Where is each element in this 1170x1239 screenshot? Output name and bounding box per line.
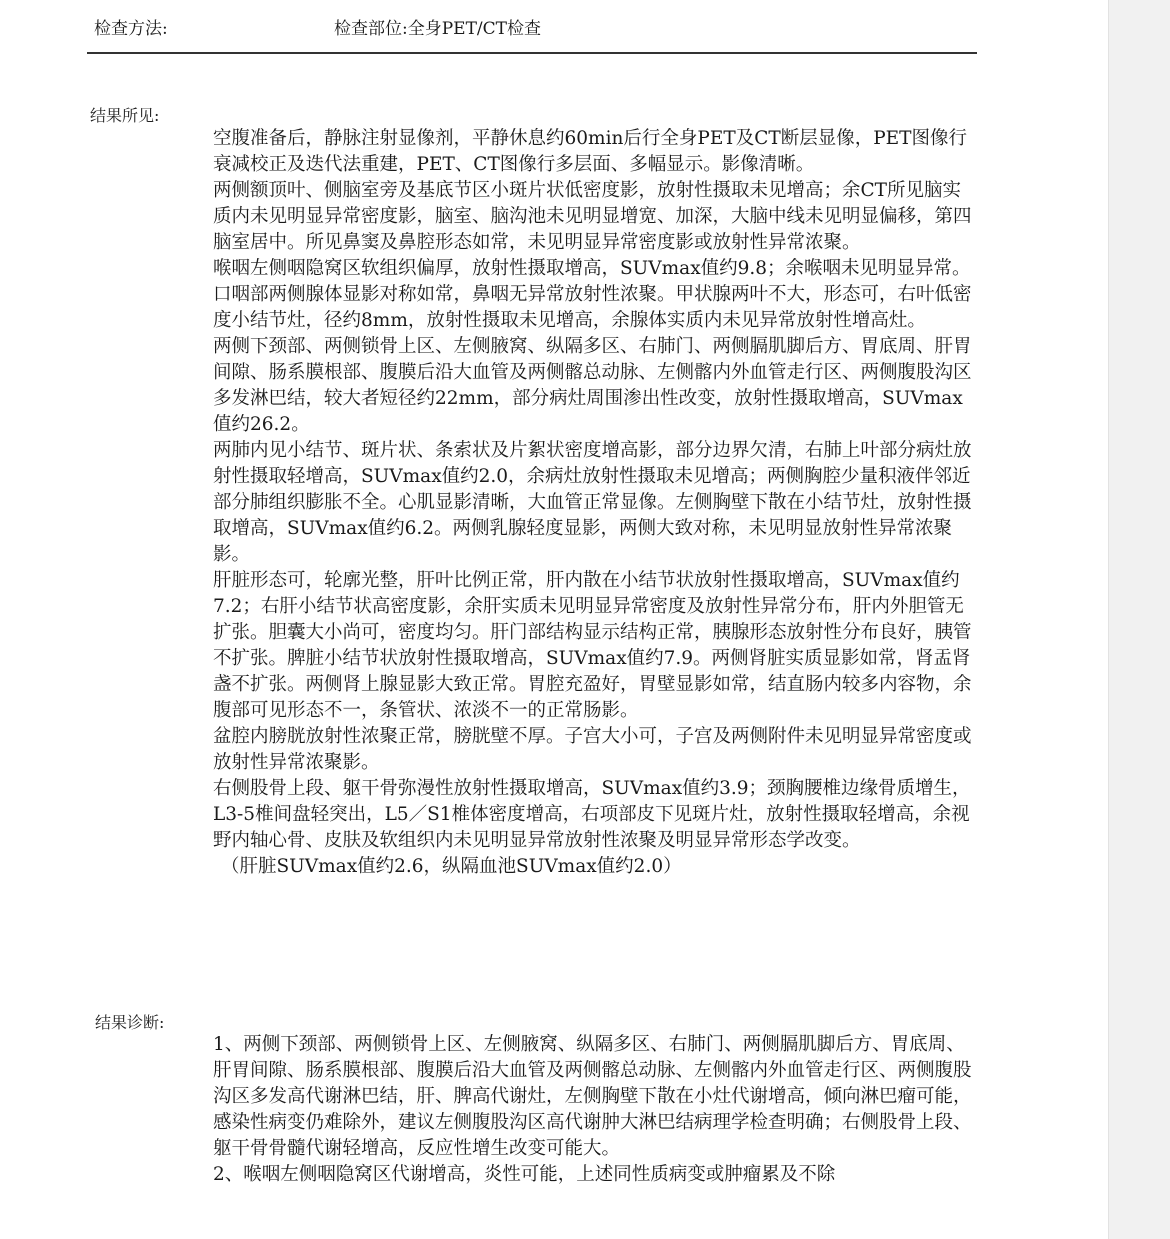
exam-site-label: 检查部位:全身PET/CT检查 [334, 19, 541, 39]
findings-paragraph-neck: 喉咽左侧咽隐窝区软组织偏厚，放射性摄取增高，SUVmax值约9.8；余喉咽未见明显异常。口咽部两侧腺体显影对称如常，鼻咽无异常放射性浓聚。甲状腺两叶不大，形态可，右叶低密度小结节灶，径约8mm，放射性摄取未见增高，余腺体实质内未见异常放射性增高灶。 [213, 258, 972, 331]
header-divider [87, 52, 977, 54]
findings-paragraph-pelvis: 盆腔内膀胱放射性浓聚正常，膀胱壁不厚。子宫大小可，子宫及两侧附件未见明显异常密度或放射性异常浓聚影。 [213, 726, 972, 773]
findings-text-block [213, 126, 975, 880]
scrollbar-track[interactable] [1108, 0, 1170, 1239]
diagnosis-section-label: 结果诊断: [95, 1013, 165, 1032]
findings-section-label: 结果所见: [90, 106, 160, 125]
report-header [94, 14, 976, 42]
diagnosis-item-2: 2、喉咽左侧咽隐窝区代谢增高，炎性可能，上述同性质病变或肿瘤累及不除 [213, 1164, 836, 1185]
findings-paragraph-chest: 两肺内见小结节、斑片状、条索状及片絮状密度增高影，部分边界欠清，右肺上叶部分病灶放射性摄取轻增高，SUVmax值约2.0，余病灶放射性摄取未见增高；两侧胸腔少量积液伴邻近部分肺组织膨胀不全。心肌显影清晰，大血管正常显像。左侧胸壁下散在小结节灶，放射性摄取增高，SUVmax值约6.2。两侧乳腺轻度显影，两侧大致对称，未见明显放射性异常浓聚影。 [213, 440, 972, 565]
findings-paragraph-brain: 两侧额顶叶、侧脑室旁及基底节区小斑片状低密度影，放射性摄取未见增高；余CT所见脑实质内未见明显异常密度影，脑室、脑沟池未见明显增宽、加深，大脑中线未见明显偏移，第四脑室居中。所见鼻窦及鼻腔形态如常，未见明显异常密度影或放射性异常浓聚。 [213, 180, 972, 253]
findings-paragraph-procedure: 空腹准备后，静脉注射显像剂，平静休息约60min后行全身PET及CT断层显像，PET图像行衰减校正及迭代法重建，PET、CT图像行多层面、多幅显示。影像清晰。 [213, 128, 967, 175]
diagnosis-item-1: 1、两侧下颈部、两侧锁骨上区、左侧腋窝、纵隔多区、右肺门、两侧膈肌脚后方、胃底周、肝胃间隙、肠系膜根部、腹膜后沿大血管及两侧髂总动脉、左侧髂内外血管走行区、两侧腹股沟区多发高代谢淋巴结，肝、脾高代谢灶，左侧胸壁下散在小灶代谢增高，倾向淋巴瘤可能，感染性病变仍难除外，建议左侧腹股沟区高代谢肿大淋巴结病理学检查明确；右侧股骨上段、躯干骨骨髓代谢轻增高，反应性增生改变可能大。 [213, 1034, 972, 1159]
findings-paragraph-bone: 右侧股骨上段、躯干骨弥漫性放射性摄取增高，SUVmax值约3.9；颈胸腰椎边缘骨质增生，L3-5椎间盘轻突出，L5／S1椎体密度增高，右项部皮下见斑片灶，放射性摄取轻增高，余视野内轴心骨、皮肤及软组织内未见明显异常放射性浓聚及明显异常形态学改变。 [213, 778, 971, 851]
findings-paragraph-abdomen: 肝脏形态可，轮廓光整，肝叶比例正常，肝内散在小结节状放射性摄取增高，SUVmax值约7.2；右肝小结节状高密度影，余肝实质未见明显异常密度及放射性异常分布，肝内外胆管无扩张。胆囊大小尚可，密度均匀。肝门部结构显示结构正常，胰腺形态放射性分布良好，胰管不扩张。脾脏小结节状放射性摄取增高，SUVmax值约7.9。两侧肾脏实质显影如常，肾盂肾盏不扩张。两侧肾上腺显影大致正常。胃腔充盈好，胃壁显影如常，结直肠内较多内容物，余腹部可见形态不一，条管状、浓淡不一的正常肠影。 [213, 570, 972, 721]
exam-method-label: 检查方法: [94, 19, 168, 39]
diagnosis-text-block [213, 1032, 975, 1188]
findings-paragraph-reference-values: （肝脏SUVmax值约2.6，纵隔血池SUVmax值约2.0） [221, 856, 682, 877]
findings-paragraph-lymph-nodes: 两侧下颈部、两侧锁骨上区、左侧腋窝、纵隔多区、右肺门、两侧膈肌脚后方、胃底周、肝胃间隙、肠系膜根部、腹膜后沿大血管及两侧髂总动脉、左侧髂内外血管走行区、两侧腹股沟区多发淋巴结，较大者短径约22mm，部分病灶周围渗出性改变，放射性摄取增高，SUVmax值约26.2。 [213, 336, 972, 435]
